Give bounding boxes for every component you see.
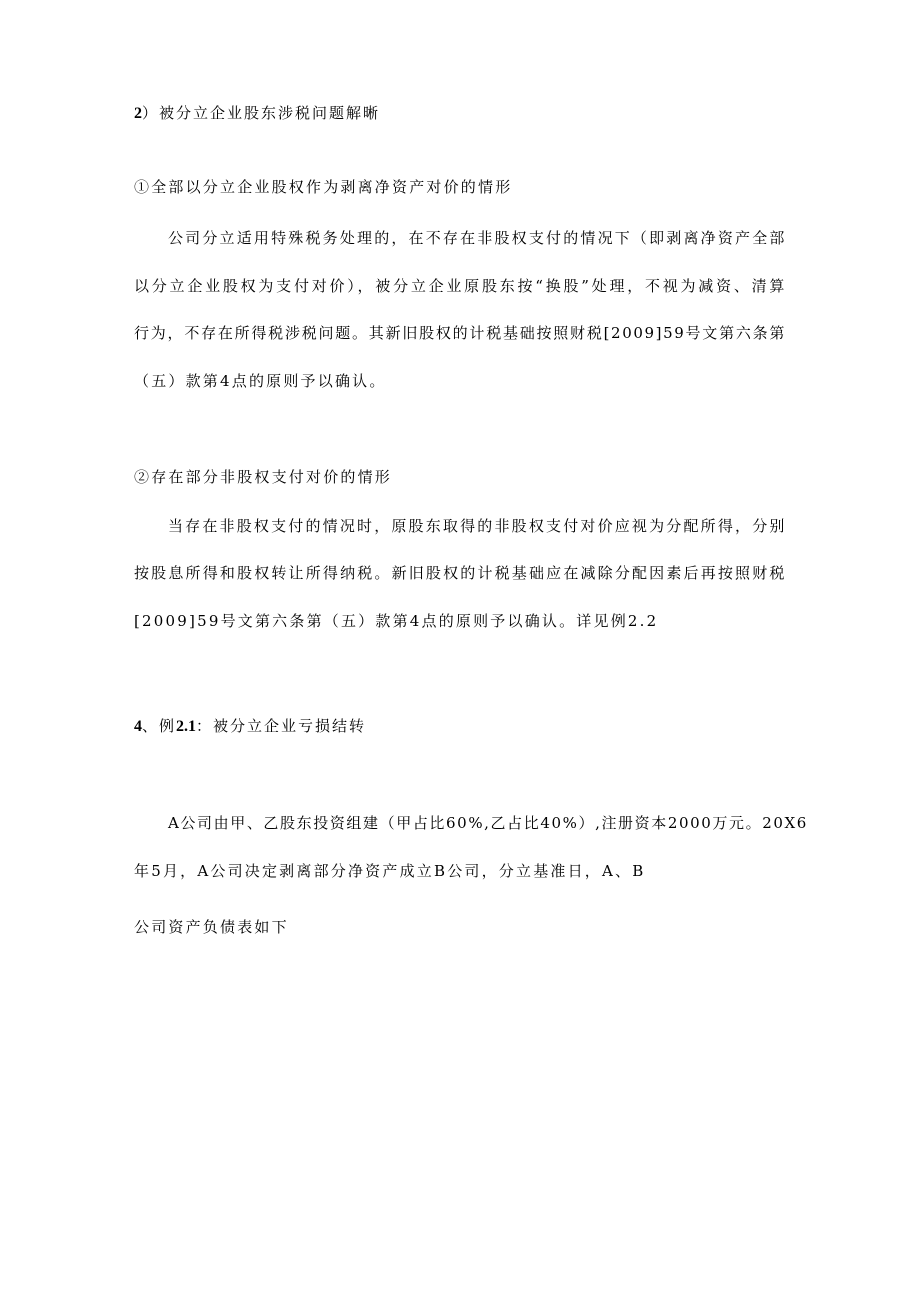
- sub1-para-line-2: 以分立企业股权为支付对价），被分立企业原股东按“换股”处理，不视为减资、清算: [134, 277, 786, 295]
- section-2-number: 2: [134, 105, 142, 122]
- example-para-line-2: 年5月，A公司决定剥离部分净资产成立B公司，分立基准日，A、B: [134, 862, 646, 880]
- sub1-para-line-1: 公司分立适用特殊税务处理的，在不存在非股权支付的情况下（即剥离净资产全部: [168, 229, 786, 247]
- example-section-number: 4: [134, 718, 142, 735]
- section-2-title: ）被分立企业股东涉税问题解晰: [142, 104, 381, 122]
- section-2-heading: [134, 103, 380, 124]
- sub2-heading: ②存在部分非股权支付对价的情形: [134, 468, 393, 486]
- sub2-para-line-1: 当存在非股权支付的情况时，原股东取得的非股权支付对价应视为分配所得，分别: [168, 517, 786, 535]
- sub1-heading: ①全部以分立企业股权作为剥离净资产对价的情形: [134, 178, 513, 196]
- example-title: ：被分立企业亏损结转: [196, 717, 367, 735]
- sub1-para-line-3: 行为，不存在所得税涉税问题。其新旧股权的计税基础按照财税[2009]59号文第六条第: [134, 324, 786, 342]
- example-para-line-3: 公司资产负债表如下: [134, 918, 289, 936]
- sub1-para-line-4: （五）款第4点的原则予以确认。: [134, 372, 387, 390]
- sub2-para-line-2: 按股息所得和股权转让所得纳税。新旧股权的计税基础应在减除分配因素后再按照财税: [134, 564, 786, 582]
- example-para-line-1: A公司由甲、乙股东投资组建（甲占比60%,乙占比40%）,注册资本2000万元。20X6: [168, 814, 808, 832]
- sub2-para-line-3: [2009]59号文第六条第（五）款第4点的原则予以确认。详见例2.2: [134, 612, 659, 630]
- example-heading: [134, 716, 366, 737]
- example-number: 2.1: [176, 718, 197, 735]
- example-prefix: 、例: [142, 717, 177, 735]
